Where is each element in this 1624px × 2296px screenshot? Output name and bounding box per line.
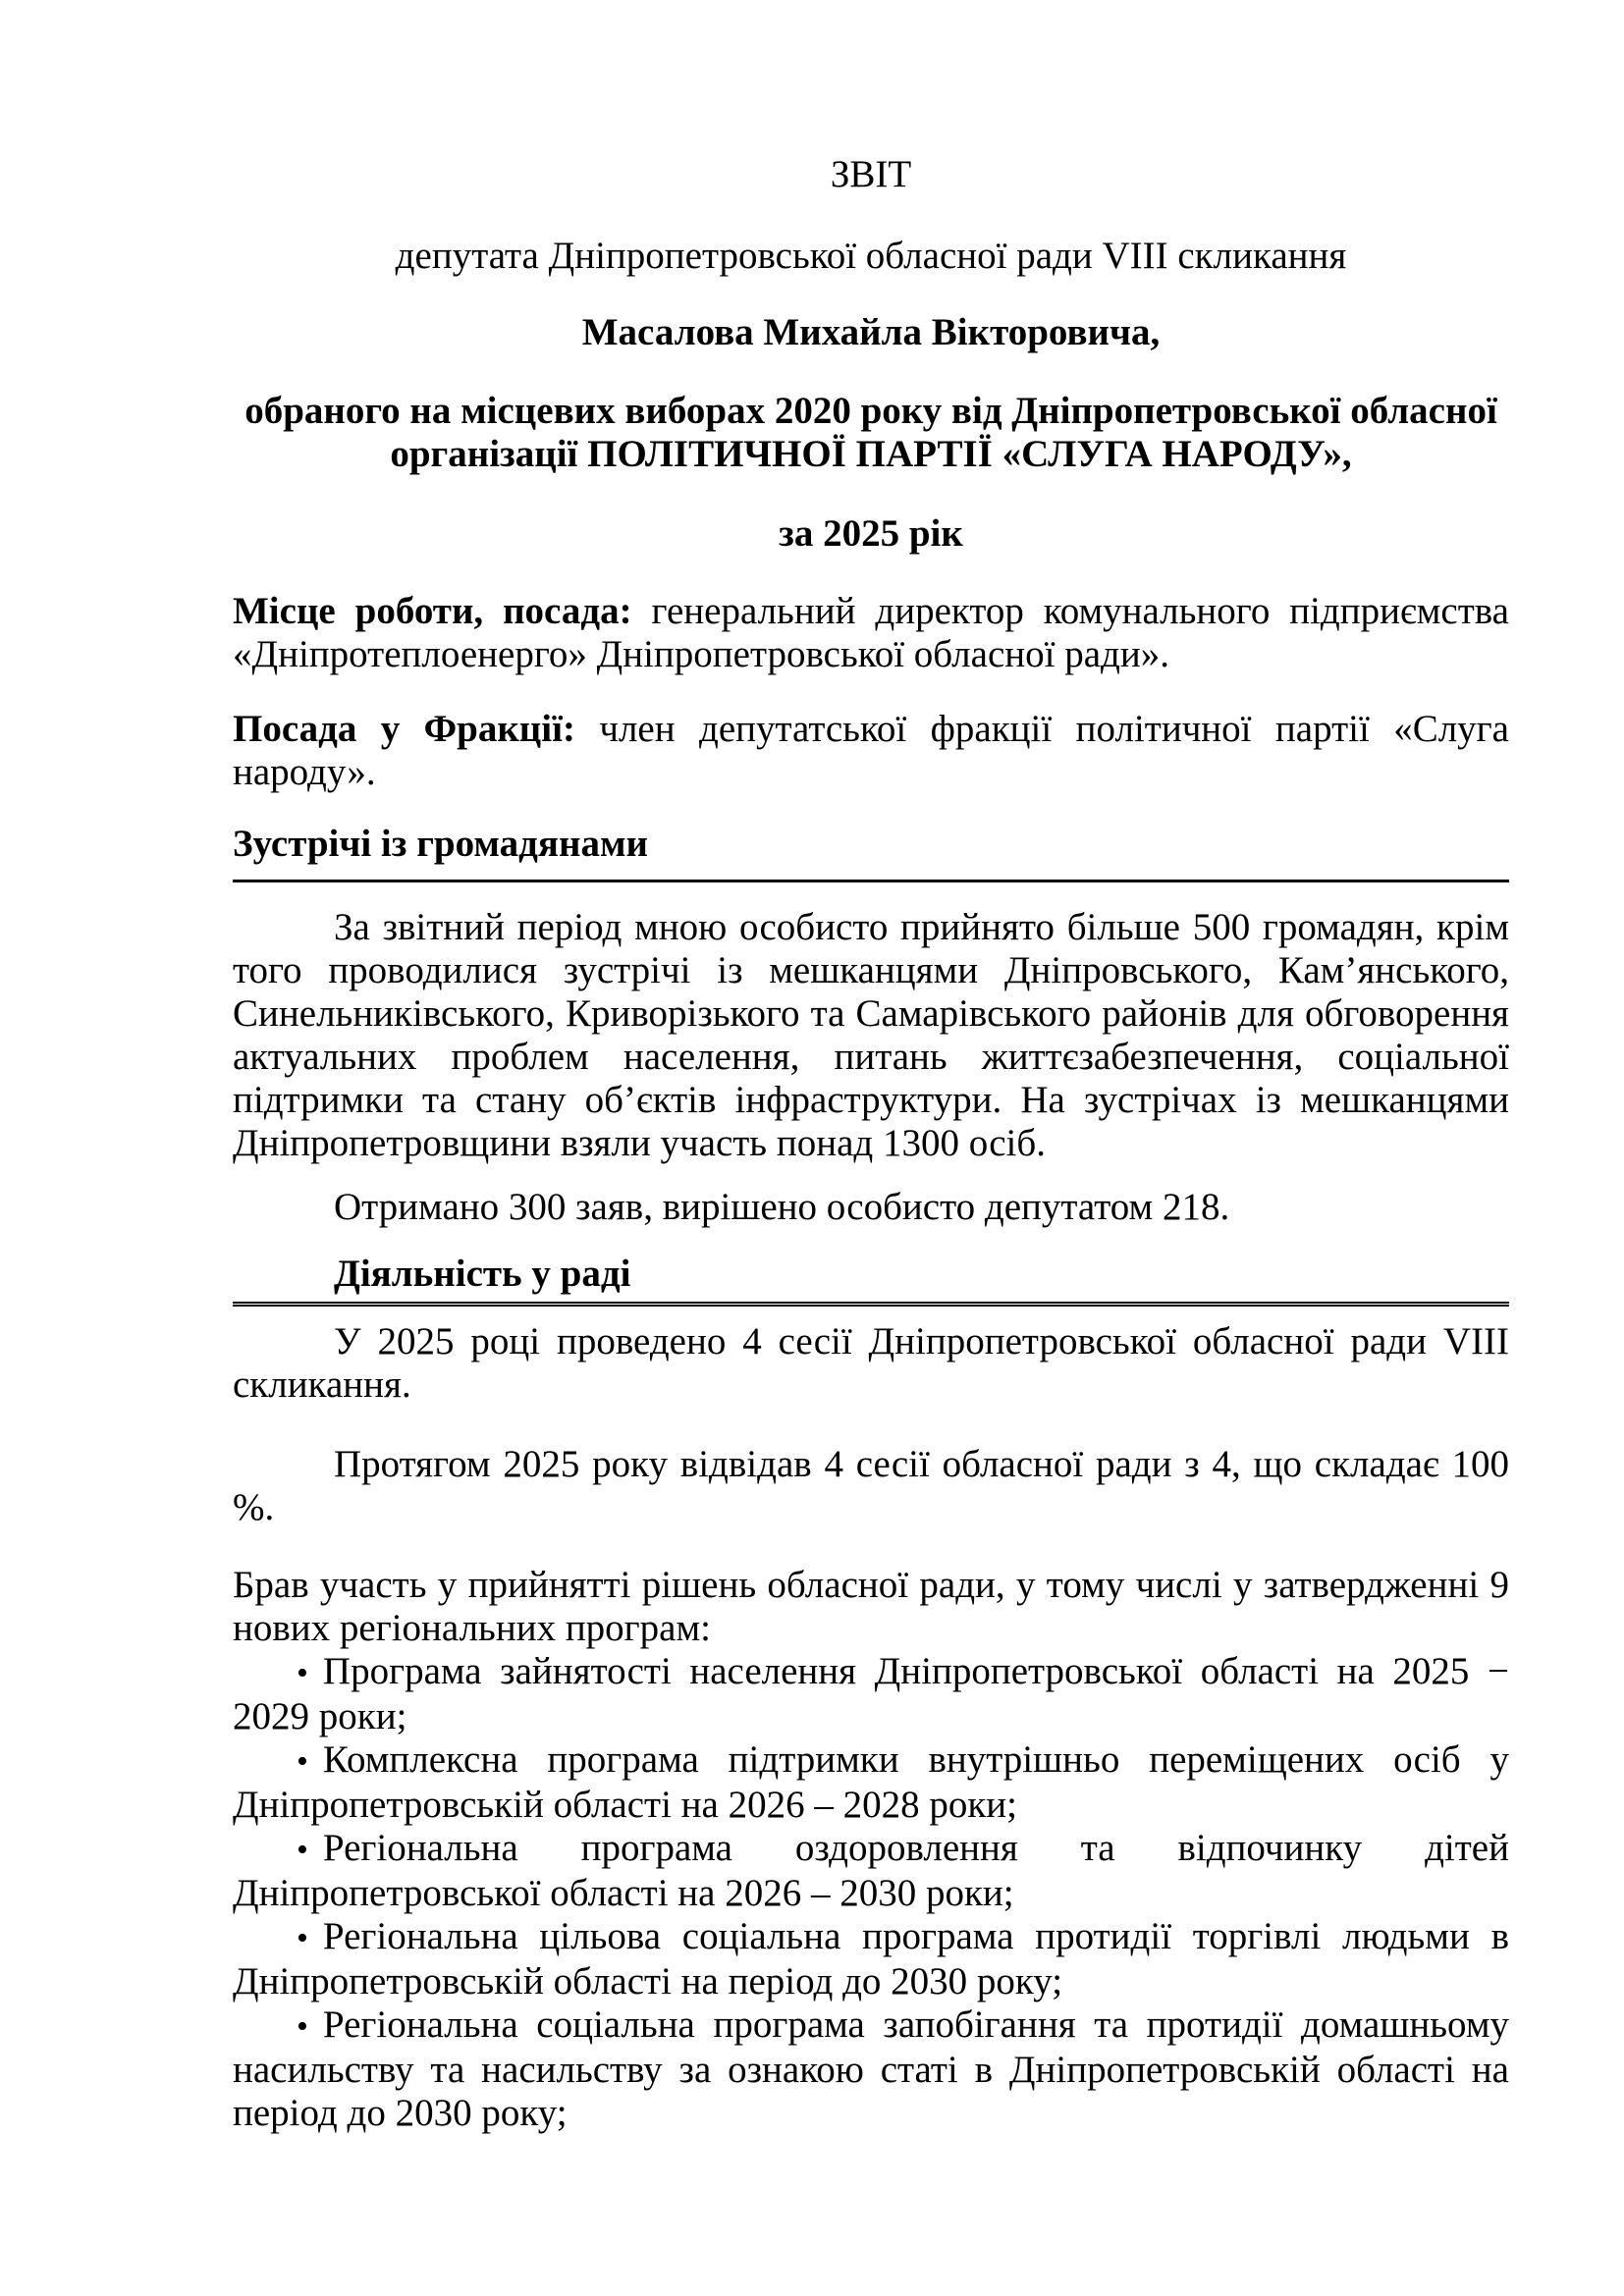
election-info: обраного на місцевих виборах 2020 року від Дніпропетровської обласної організації ПОЛІТИЧНОЇ ПАРТІЇ «СЛУГА НАРОДУ», (244, 390, 1497, 475)
report-period: за 2025 рік (779, 512, 963, 555)
report-title: ЗВІТ (830, 153, 912, 195)
section-heading-meetings: Зустрічі із громадянами (233, 823, 648, 865)
program-text: Регіональна цільова соціальна програма протидії торгівлі людьми в Дніпропетровській області на період до 2030 року; (233, 1915, 1509, 2002)
program-item (233, 1650, 1509, 1738)
council-paragraph-3: Брав участь у прийнятті рішень обласної ради, у тому числі у затвердженні 9 нових регіональних програм: (233, 1564, 1509, 1649)
program-item (233, 2003, 1509, 2135)
program-text: Регіональна програма оздоровлення та відпочинку дітей Дніпропетровської області на 2026 – 2030 роки; (233, 1827, 1509, 1914)
program-item (233, 1738, 1509, 1827)
deputy-name: Масалова Михайла Вікторовича, (581, 311, 1161, 353)
program-item (233, 1915, 1509, 2003)
programs-list (233, 1650, 1509, 2135)
employment-paragraph (233, 590, 1509, 676)
bullet-icon: • (297, 1655, 308, 1691)
report-subtitle: депутата Дніпропетровської обласної ради VIII скликання (395, 235, 1347, 277)
heading-rule-single (233, 880, 1509, 882)
section-heading-council: Діяльність у раді (334, 1253, 631, 1295)
program-text: Регіональна соціальна програма запобігання та протидії домашньому насильству та насильству за ознакою статі в Дніпропетровській області на період до 2030 року; (233, 2003, 1509, 2134)
document-content (233, 0, 1509, 2135)
faction-paragraph (233, 708, 1509, 794)
faction-label: Посада у Фракції: (233, 708, 575, 750)
council-paragraph-1: У 2025 році проведено 4 сесії Дніпропетровської обласної ради VIII скликання. (233, 1320, 1509, 1406)
employment-text: генеральний директор комунального підприємства «Дніпротеплоенерго» Дніпропетровської обласної ради». (233, 590, 1509, 675)
council-paragraph-2: Протягом 2025 року відвідав 4 сесії обласної ради з 4, що складає 100 %. (233, 1443, 1509, 1528)
bullet-icon: • (297, 1832, 308, 1868)
program-item (233, 1827, 1509, 1915)
heading-rule-double (233, 1302, 1509, 1307)
program-text: Програма зайнятості населення Дніпропетровської області на 2025 − 2029 роки; (233, 1650, 1509, 1737)
meetings-paragraph-1: За звітний період мною особисто прийнято більше 500 громадян, крім того проводилися зустрічі із мешканцями Дніпровського, Кам’янського, Синельниківського, Криворізького та Самарівського районів для обговорення актуальних проблем населення, питань життєзабезпечення, соціальної підтримки та стану об’єктів інфраструктури. На зустрічах із мешканцями Дніпропетровщини взяли участь понад 1300 осіб. (233, 906, 1509, 1164)
employment-label: Місце роботи, посада: (233, 590, 632, 632)
meetings-paragraph-2: Отримано 300 заяв, вирішено особисто депутатом 218. (334, 1186, 1230, 1228)
bullet-icon: • (297, 1920, 308, 1956)
bullet-icon: • (297, 2008, 308, 2045)
faction-text: член депутатської фракції політичної партії «Слуга народу». (233, 708, 1509, 793)
bullet-icon: • (297, 1743, 308, 1780)
program-text: Комплексна програма підтримки внутрішньо переміщених осіб у Дніпропетровській області на 2026 – 2028 роки; (233, 1738, 1509, 1826)
